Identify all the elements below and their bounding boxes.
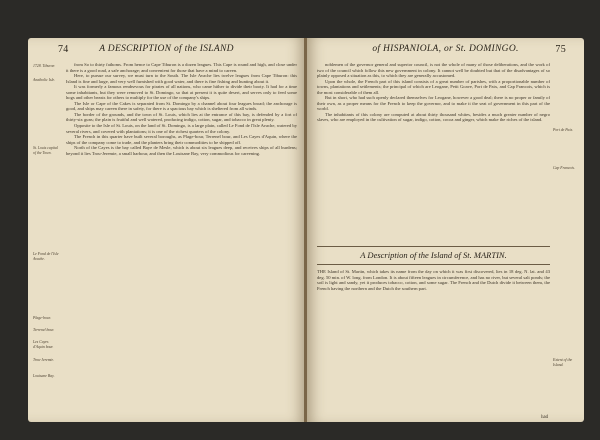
margin-note: 1728. Tiburon bbox=[33, 64, 55, 68]
section-rule-top bbox=[317, 246, 550, 247]
margin-note: Louisane Bay. bbox=[33, 374, 55, 378]
right-running-title: of HISPANIOLA, or St. DOMINGO. bbox=[372, 44, 519, 54]
catchword: had bbox=[541, 415, 548, 420]
left-page-number: 74 bbox=[58, 44, 69, 55]
left-page-body bbox=[66, 62, 297, 416]
section-paragraph: THE Island of St. Martin, which takes its name from the day on which it was first discovered, lies in 18 deg. N. lat. and 43 deg. 50 min. of W. long. from London. It is about fifteen leagues in circumference, and has no river, but several salt ponds; the soil is light and sandy, yet it produces tobacco, cotton, and some sugar. The French and the Dutch divide it between them, the French having the northern and the Dutch the southern part. bbox=[317, 269, 550, 291]
margin-note: Extent of the Island. bbox=[553, 358, 573, 367]
margin-note: Plage-bour. bbox=[33, 316, 51, 320]
margin-note: Le Fond de l'Isle Avache. bbox=[33, 252, 59, 261]
margin-note: Trou-Jeremie. bbox=[33, 358, 55, 362]
body-paragraph: Upon the whole, the French part of this island consists of a great number of parishes, with a proportionable number of towns, plantations and settlements; the principal of which are Leogane, Petit Goave, Port de Paix, and Cap Francois, which is the most considerable of them all. bbox=[317, 78, 550, 95]
right-page bbox=[307, 38, 584, 422]
body-paragraph: The border of the grounds, and the town of St. Louis, which lies at the entrance of this bay, is defended by a fort of thirty-six guns; the plain is fruitful and well watered, producing indigo, cotton, sugar, and tobacco in great plenty. bbox=[66, 111, 297, 123]
body-paragraph: from So to thirty fathoms. From hence to Cape Tiburon is a dozen leagues. This Cape is round and high, and close under it there is a good road, a safe anchorage; and convenient for those that have a mind to careen. bbox=[66, 62, 297, 73]
section-title: A Description of the Island of St. MARTIN. bbox=[360, 250, 507, 260]
right-page-header bbox=[319, 44, 572, 58]
body-paragraph: But in short, who had such openly declared themselves for Leogane, however a good deal; there is no proper or family of their own, as a proper means for the French to keep the governor, and to make it the seat of government in this part of the world. bbox=[317, 95, 550, 112]
margin-note: Port de Paix. bbox=[553, 128, 574, 132]
left-margin-notes bbox=[33, 62, 61, 416]
margin-note: Cap Francois. bbox=[553, 166, 575, 170]
right-margin-notes bbox=[553, 62, 581, 416]
right-page-number: 75 bbox=[555, 44, 566, 55]
left-running-title: A DESCRIPTION of the ISLAND bbox=[99, 44, 234, 54]
left-page bbox=[28, 38, 305, 422]
body-paragraph: It was formerly a famous rendezvous for pirates of all nations, who came hither to divide their booty. It had for a time some inhabitants, but they were removed to St. Domingo, so that at present it is quite desert, and serves only to feed some hogs and other beasts for others to multiply for the use of the company's ships. bbox=[66, 84, 297, 101]
body-paragraph: The Isle or Cape of the Cakes is separated from St. Domingo by a channel about four leagues broad; the anchorage is good, and ships may careen there in safety, for there is a spacious bay which is sheltered from all winds. bbox=[66, 100, 297, 112]
margin-note: St. Louis capital of the Town. bbox=[33, 146, 58, 155]
body-paragraph: Opposite to the Isle of St. Louis, on the land of St. Domingo, is a large plain, called Le Fond de l'Isle Avache, watered by several rivers, and covered with plantations; it is one of the richest quarters of the colony. bbox=[66, 123, 297, 134]
section-body bbox=[317, 269, 550, 416]
margin-note: Les Cayes d'Aquin bour. bbox=[33, 340, 54, 349]
body-paragraph: The inhabitants of this colony are computed at about thirty thousand whites, besides a much greater number of negro slaves, who are employed in the cultivation of sugar, indigo, cotton, cocoa and ginger, which make the riches of the island. bbox=[317, 111, 550, 123]
margin-note: Terrenel bour. bbox=[33, 328, 55, 332]
left-page-header bbox=[40, 44, 293, 58]
open-book bbox=[28, 38, 584, 422]
body-paragraph: Here, to pursue our survey, we must turn to the South. The Isle Avache lies twelve leagues from Cape Tiburon: this Island is fine and large, and very well furnished with good water, and there is fine fishing and hunting about it. bbox=[66, 73, 297, 84]
body-paragraph: noblemen of the governor general and superior council, is not the whole of many of those deliberations, and the work of two of the council which follow this new government in colony. It cannot well be doubted but that of the disadvantages of so plainly opposed a situation as this, to which they are generally accustomed. bbox=[317, 62, 550, 79]
section-rule-bottom bbox=[317, 264, 550, 265]
right-page-body bbox=[317, 62, 550, 244]
body-paragraph: North of the Cayes is the bay called Baye de Mesle, which is about six leagues deep, and receives ships of all burdens; beyond it lies Trou-Jeremie, a small harbour, and then the Louisane Bay, very commodious for careening. bbox=[66, 145, 297, 156]
margin-note: Anatholic Isle. bbox=[33, 78, 56, 82]
body-paragraph: The French in this quarter have built several boroughs, as Plage-bour, Terrenel bour, and Les Cayes d'Aquin, where the ships of the company come to trade, and the planters bring their commodities to be shipped off. bbox=[66, 134, 297, 145]
